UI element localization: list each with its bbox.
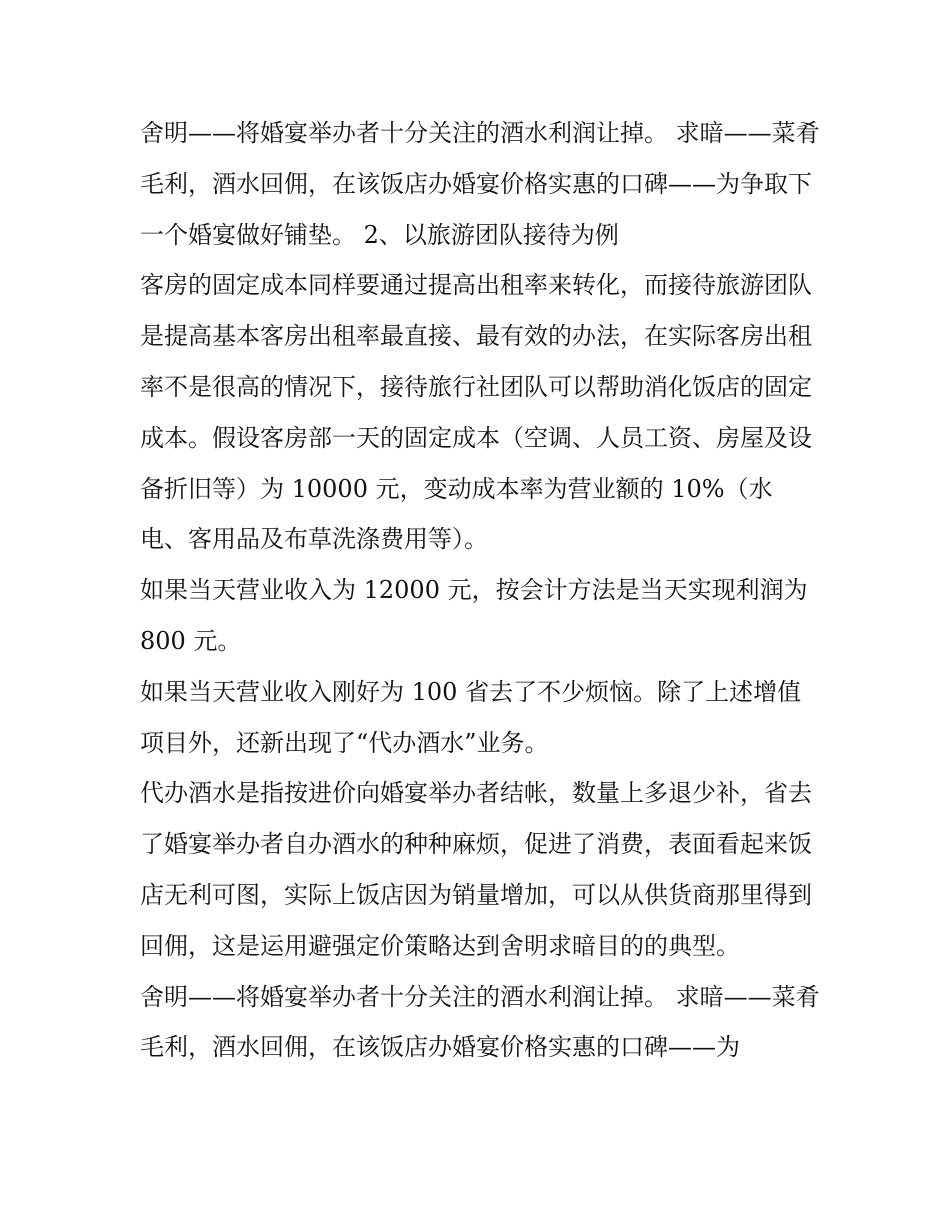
paragraph-2: 客房的固定成本同样要通过提高出租率来转化，而接待旅游团队是提高基本客房出租率最直接、最有效的办法，在实际客房出租率不是很高的情况下，接待旅行社团队可以帮助消化饭店的固定成本。假设客房部一天的固定成本（空调、人员工资、房屋及设备折旧等）为 10000 元，变动成本率为营业额的 10%（水电、客用品及布草洗涤费用等）。 <box>140 271 812 554</box>
paragraph-5: 代办酒水是指按进价向婚宴举办者结帐，数量上多退少补，省去了婚宴举办者自办酒水的种种麻烦，促进了消费，表面看起来饭店无利可图，实际上饭店因为销量增加，可以从供货商那里得到回佣，这是运用避强定价策略达到舍明求暗目的的典型。 <box>140 779 812 960</box>
paragraph-3: 如果当天营业收入为 12000 元，按会计方法是当天实现利润为 800 元。 <box>140 576 808 655</box>
paragraph-1: 舍明——将婚宴举办者十分关注的酒水利润让掉。 求暗——菜肴毛利，酒水回佣，在该饭店办婚宴价格实惠的口碑——为争取下一个婚宴做好铺垫。 2、以旅游团队接待为例 <box>140 119 820 249</box>
document-body <box>140 108 820 1073</box>
paragraph-4: 如果当天营业收入刚好为 100 省去了不少烦恼。除了上述增值项目外，还新出现了“代办酒水”业务。 <box>140 677 802 757</box>
paragraph-6: 舍明——将婚宴举办者十分关注的酒水利润让掉。 求暗——菜肴毛利，酒水回佣，在该饭店办婚宴价格实惠的口碑——为 <box>140 982 820 1062</box>
